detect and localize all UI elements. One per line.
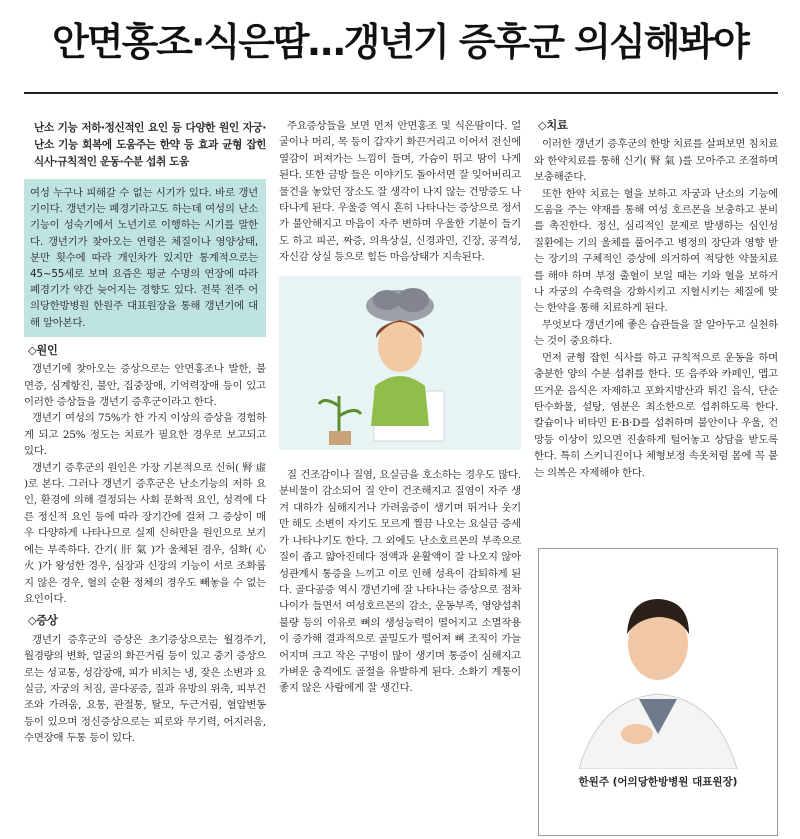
treatment-paragraph-1: 이러한 갱년기 증후군의 한방 치료를 살펴보면 침치료와 한약치료를 통해 신기( 腎 氣 )를 모아주고 조절하며 보충해준다.: [534, 138, 778, 184]
symptom-paragraph-3: 질 건조감이나 질염, 요실금을 호소하는 경우도 많다. 분비물이 감소되어 질 안이 건조해지고 질염이 자주 생겨 대하가 심해지거나 가려움증이 생기며 뛰거나 웃기만 해도 소변이 자기도 모르게 찔끔 나오는 요실금 증세가 나타나기도 한다. 그 외에도 난소호르몬의 부족으로 질이 좁고 얇아진데다 점액과 윤활액이 잘 나오지 않아 성관계시 통증을 느끼고 이로 인해 성욕이 감퇴하게 된다. 골다공증 역시 갱년기에 잘 나타나는 증상으로 점차 나이가 들면서 여성호르몬의 감소, 운동부족, 영양섭취 불량 등의 이유로 뼈의 생성능력이 떨어지고 소멸작용이 증가해 결과적으로 골밀도가 떨어져 뼈 조직이 가늘어지며 크고 작은 구멍이 많이 생기며 통증이 심해지고 가벼운 충격에도 골절을 유발하게 된다. 소화기 계통이 좋지 않은 사람에게 잘 생긴다.: [279, 469, 521, 695]
doctor-photo-frame: [538, 548, 778, 836]
treatment-paragraph-4: 먼저 균형 잡힌 식사를 하고 규칙적으로 운동을 하며 충분한 양의 수분 섭취를 한다. 또 음주와 카페인, 맵고 뜨거운 음식은 자제하고 포화지방산과 튀긴 음식, 단순 탄수화물, 설탕, 염분은 최소한으로 섭취하도록 한다. 칼슘이나 비타민 E·B·D를 섭취하며 불안이나 우울, 건망등 이상이 있으면 진솔하게 털어놓고 상담을 받도록 한다. 특히 스키니진이나 체형보정 속옷처럼 몸에 꼭 붙는 의복은 자제해야 한다.: [534, 351, 778, 479]
cause-paragraph-1: 갱년기에 찾아오는 증상으로는 안면홍조나 발한, 불면증, 심계항진, 불안, 집중장애, 기억력장애 등이 있고 이러한 증상들을 갱년기 증후군이라고 한다.: [24, 363, 266, 409]
symptom-paragraph-2: 주요증상들을 보면 먼저 안면홍조 및 식은땀이다. 얼굴이나 머리, 목 등이 갑자기 화끈거리고 이어서 전신에 열감이 퍼져가는 느낌이 들며, 가슴이 뛰고 땀이 나게 된다. 또한 금방 들은 이야기도 돌아서면 잘 잊어버리고 물건을 놓았던 장소도 잘 생각이 나지 않는 건망증도 나타나게 된다. 우울증 역시 흔히 나타나는 증상으로 정서가 불안해지고 마음이 자주 변하며 우울한 기분이 들기도 하고 피곤, 짜증, 의욕상실, 신경과민, 긴장, 공격성, 자신감 상실 등으로 힘든 마음상태가 지속된다.: [279, 120, 521, 264]
intro-box: 여성 누구나 피해갈 수 없는 시기가 있다. 바로 갱년기이다. 갱년기는 폐경기라고도 하는데 여성의 난소기능이 성숙기에서 노년기로 이행하는 시기를 말한다. 갱년기가 찾아오는 연령은 체질이나 영양상태, 분만 횟수에 따라 개인차가 있지만 통계적으로는 45~55세로 보며 요즘은 평균 수명의 연장에 따라 폐경기가 약간 늦어지는 경향도 있다. 전북 전주 어의당한방병원 한원주 대표원장을 통해 갱년기에 대해 알아본다.: [24, 179, 266, 337]
section-title-symptom: ◇증상: [28, 614, 58, 628]
treatment-paragraph-3: 무엇보다 갱년기에 좋은 습관들을 잘 알아두고 실천하는 것이 중요하다.: [534, 318, 778, 348]
treatment-paragraph-2: 또한 한약 치료는 혈을 보하고 자궁과 난소의 기능에 도움을 주는 약재를 통해 여성 호르몬을 보충하고 분비를 촉진한다. 정신, 심리적인 문제로 발생하는 심인성 질환에는 기의 울체를 풀어주고 병정의 장단과 영향 받는 장기의 구체적인 증상에 의거하여 적당한 약물치료를 해야 하며 부정 출혈이 보일 때는 기와 혈을 보하거나 자궁의 수축력을 강화시키고 지혈시키는 체질에 맞는 한약을 통해 치료하게 된다.: [534, 187, 778, 315]
column-1: [24, 110, 266, 747]
doctor-portrait: [539, 549, 777, 769]
symptom-paragraph-1: 갱년기 증후군의 증상은 초기증상으로는 월경주기, 월경량의 변화, 얼굴의 화끈거림 등이 있고 중기 증상으로는 성교통, 성감장애, 피가 비치는 냉, 잦은 소변과 요실금, 자궁의 처짐, 골다공증, 질과 유방의 위축, 피부건조와 가려움, 요통, 관절통, 탈모, 두근거림, 혈압변동 등이 있으며 정신증상으로는 피로와 무기력, 어지러움, 수면장애 두통 등이 있다.: [24, 633, 266, 745]
headline-rule: [24, 92, 778, 94]
column-3: [534, 118, 778, 481]
headline: 안면홍조·식은땀…갱년기 증후군 의심해봐야: [52, 20, 748, 64]
photo-caption: 한원주 (어의당한방병원 대표원장): [578, 776, 738, 788]
subheadline: 난소 기능 저하·정신적인 요인 등 다양한 원인 자궁·난소 기능 회복에 도움주는 한약 등 효과 균형 잡힌 식사·규칙적인 운동·수분 섭취 도움: [34, 122, 266, 168]
cause-paragraph-2: 갱년기 여성의 75%가 한 가지 이상의 증상을 경험하게 되고 25% 정도는 치료가 필요한 경우로 보고되고 있다.: [24, 412, 266, 458]
column-2: [279, 118, 521, 697]
section-title-treatment: ◇치료: [538, 119, 568, 132]
menopause-woman-illustration: [279, 276, 521, 450]
cause-paragraph-3: 갱년기 증후군의 원인은 가장 기본적으로 신허( 腎 虛 )로 본다. 그러나 갱년기 증후군은 난소기능의 저하 요인, 환경에 의해 결정되는 사회 문화적 요인, 성격에 다른 정신적 요인 등에 따라 장기간에 걸쳐 그 증상이 매우 다양하게 나타나므로 실제 신허만을 원인으로 보기에는 부족하다. 간기( 肝 氣 )가 울체된 경우, 심화( 心 火 )가 왕성한 경우, 심장과 신장의 기능이 서로 조화롭지 않은 경우, 혈의 순환 정체의 경우도 빼놓을 수 없는 요인이다.: [24, 461, 266, 605]
section-title-cause: ◇원인: [28, 343, 58, 357]
